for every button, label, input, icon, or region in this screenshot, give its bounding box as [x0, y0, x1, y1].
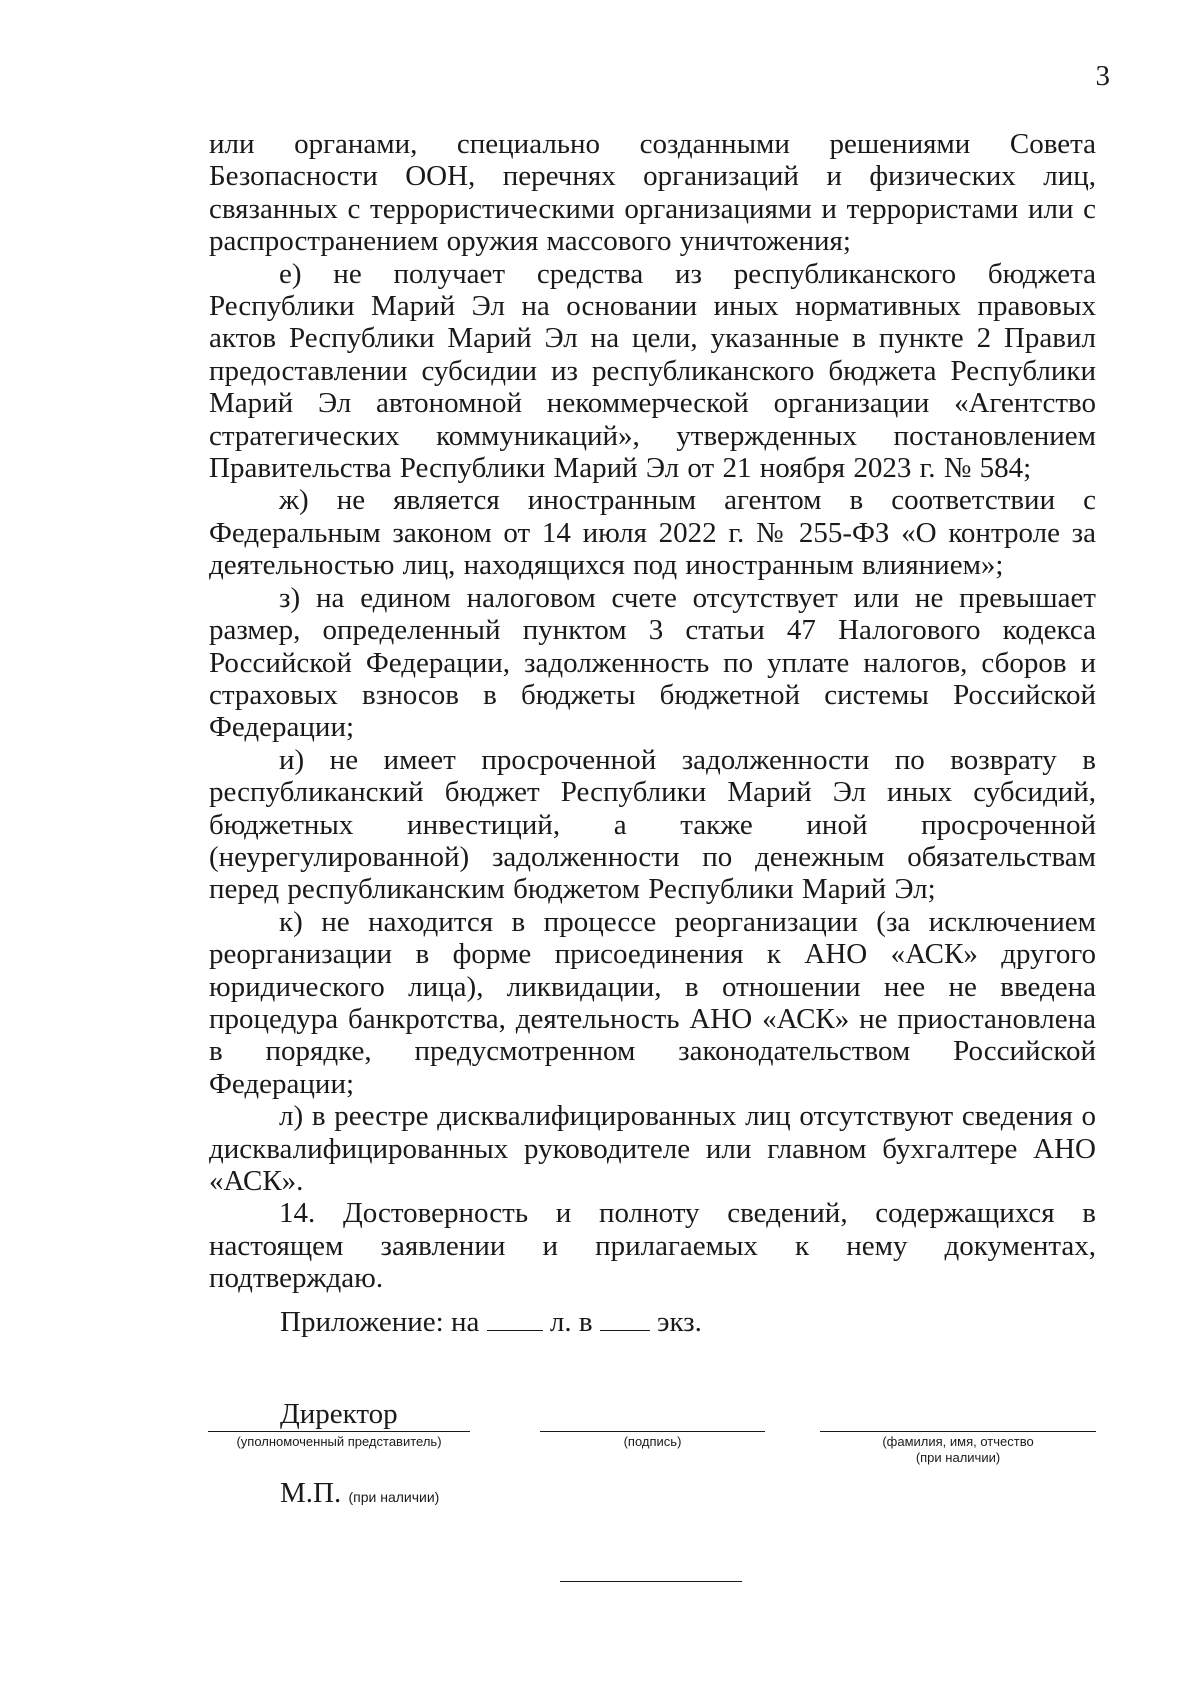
- paragraph-item-k: к) не находится в процессе реорганизации (за исключением реорганизации в форме присоединения к АНО «АСК» другого юридического лица), ликвидации, в отношении нее не введена процедура банкротства, деятельность АНО «АСК» не приостановлена в порядке, предусмотренном законодательством Российской Федерации;: [209, 905, 1096, 1100]
- attachment-suffix: экз.: [657, 1306, 702, 1338]
- attachment-prefix: Приложение: на: [280, 1306, 480, 1338]
- pages-count-blank[interactable]: [487, 1306, 543, 1331]
- stamp-place: [280, 1477, 439, 1513]
- page-number: 3: [1095, 60, 1110, 92]
- position-caption: (уполномоченный представитель): [236, 1434, 442, 1449]
- name-line[interactable]: [820, 1431, 1096, 1432]
- copies-count-blank[interactable]: [600, 1306, 650, 1331]
- paragraph-item-z: з) на едином налоговом счете отсутствует или не превышает размер, определенный пунктом 3 статьи 47 Налогового кодекса Российской Федерации, задолженность по уплате налогов, сборов и страховых взносов в бюджеты бюджетной системы Российской Федерации;: [209, 581, 1096, 744]
- paragraph-item-e: е) не получает средства из республиканского бюджета Республики Марий Эл на основании иных нормативных правовых актов Республики Марий Эл на цели, указанные в пункте 2 Правил предоставлении субсидии из республиканского бюджета Республики Марий Эл автономной некоммерческой организации «Агентство стратегических коммуникаций», утвержденных постановлением Правительства Республики Марий Эл от 21 ноября 2023 г. № 584;: [209, 257, 1096, 485]
- paragraph-item-i: и) не имеет просроченной задолженности по возврату в республиканский бюджет Республики Марий Эл иных субсидий, бюджетных инвестиций, а также иной просроченной (неурегулированной) задолженности по денежным обязательствам перед республиканским бюджетом Республики Марий Эл;: [209, 743, 1096, 906]
- end-separator-line: [560, 1581, 742, 1582]
- signature-field: [540, 1431, 765, 1450]
- position-field: [208, 1431, 470, 1450]
- attachment-middle: л. в: [549, 1306, 593, 1338]
- signature-line[interactable]: [540, 1431, 765, 1432]
- name-caption-line2: (при наличии): [915, 1450, 1001, 1465]
- stamp-label: М.П.: [280, 1477, 342, 1509]
- paragraph-item-l: л) в реестре дисквалифицированных лиц отсутствуют сведения о дисквалифицированных руководителе или главном бухгалтере АНО «АСК».: [209, 1100, 1096, 1197]
- name-caption-line1: (фамилия, имя, отчество: [882, 1434, 1034, 1449]
- paragraph-item-zh: ж) не является иностранным агентом в соответствии с Федеральным законом от 14 июля 2022 г. № 255-ФЗ «О контроле за деятельностью лиц, находящихся под иностранным влиянием»;: [209, 484, 1096, 582]
- paragraph-section-14: 14. Достоверность и полноту сведений, содержащихся в настоящем заявлении и прилагаемых к нему документах, подтверждаю.: [209, 1197, 1096, 1295]
- stamp-note: (при наличии): [348, 1489, 440, 1505]
- name-field: [820, 1431, 1096, 1466]
- paragraph-continuation: или органами, специально созданными решениями Совета Безопасности ООН, перечнях организаций и физических лиц, связанных с террористическими организациями и террористами или с распространением оружия массового уничтожения;: [209, 128, 1096, 258]
- signature-caption: (подпись): [623, 1434, 682, 1449]
- position-value: Директор: [280, 1398, 398, 1430]
- body-text: [209, 128, 1096, 1295]
- attachment-line: [280, 1305, 702, 1339]
- position-line[interactable]: [208, 1431, 470, 1432]
